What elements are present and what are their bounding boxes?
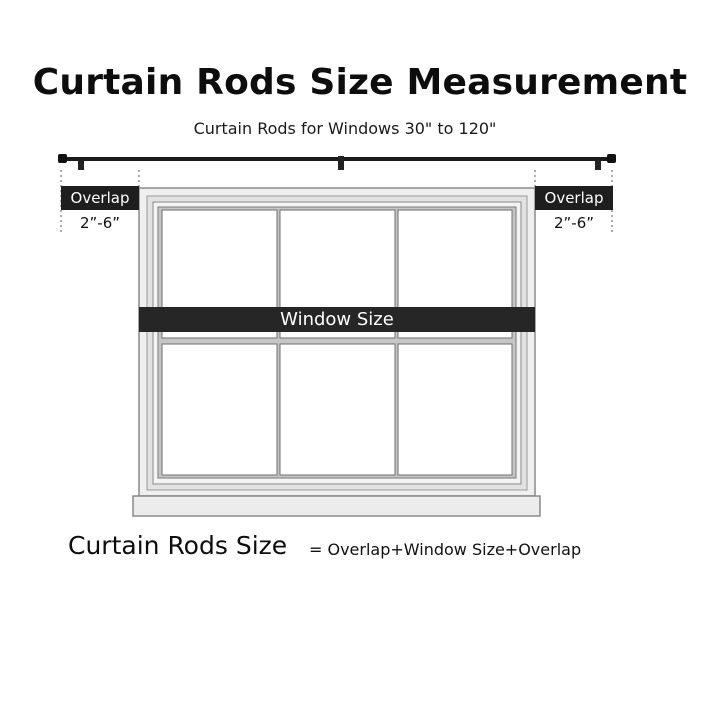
rod-bar bbox=[64, 157, 610, 161]
subtitle: Curtain Rods for Windows 30" to 120" bbox=[193, 119, 497, 138]
window-icon bbox=[133, 188, 540, 516]
rod-finial-right bbox=[607, 154, 616, 163]
page-title: Curtain Rods Size Measurement bbox=[32, 62, 688, 103]
rod-bracket-left bbox=[78, 160, 84, 170]
rod-bracket-right bbox=[595, 160, 601, 170]
overlap-right-range: 2”-6” bbox=[553, 214, 595, 232]
curtain-rod-icon bbox=[58, 154, 616, 170]
rod-bracket-center bbox=[338, 156, 344, 170]
window-sill bbox=[133, 496, 540, 516]
window-size-label: Window Size bbox=[139, 307, 535, 332]
overlap-left-label: Overlap bbox=[61, 186, 139, 210]
formula-rhs: = Overlap+Window Size+Overlap bbox=[309, 540, 582, 559]
formula-lhs: Curtain Rods Size bbox=[68, 531, 288, 560]
overlap-right-label: Overlap bbox=[535, 186, 613, 210]
overlap-left-range: 2”-6” bbox=[79, 214, 121, 232]
rod-finial-left bbox=[58, 154, 67, 163]
